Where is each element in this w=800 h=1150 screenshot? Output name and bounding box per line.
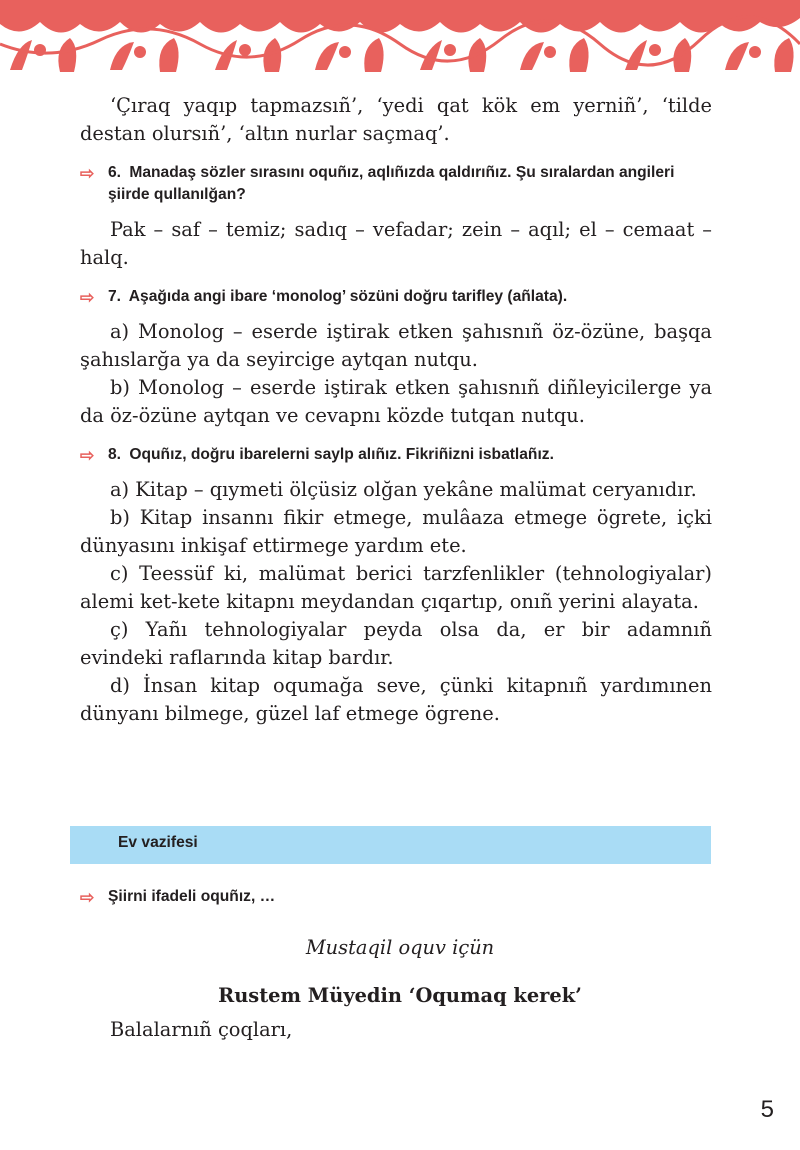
intro-paragraph: ‘Çıraq yaqıp tapmazsıñ’, ‘yedi qat kök em yerniñ’, ‘tilde destan olursıñ’, ‘altın nurlar saçmaq’. [80,94,712,145]
task-number: 8. [108,446,122,463]
arrow-right-icon: ⇨ [80,888,95,907]
task-8-option-a: a) Kitap – qıymeti ölçüsiz olğan yekâne malümat ceryanıdır. [110,478,697,501]
task-7-heading [80,286,712,308]
page-content [80,88,712,728]
homework-heading: Ev vazifesi [118,834,198,851]
task-7-option-b: b) Monolog – eserde iştirak etken şahısnıñ diñleyicilerge ya da öz-özüne aytqan ve cevapnı közde tutqan nutqu. [80,376,712,427]
poem-title: Rustem Müyedin ‘Oqumaq kerek’ [218,984,582,1007]
arrow-right-icon: ⇨ [80,164,95,183]
independent-reading-subtitle: Mustaqil oquv içün [305,936,495,959]
task-number: 7. [108,288,122,305]
task-8-heading [80,444,712,466]
task-title: Manadaş sözler sırasını oquñız, aqlıñızda qaldırıñız. Şu sıralardan angileri şiirde qullanılğan? [108,164,675,203]
task-6-paragraph: Pak – saf – temiz; sadıq – vefadar; zein – aqıl; el – cemaat – halq. [80,218,712,269]
poem-first-line: Balalarnıñ çoqları, [110,1018,293,1041]
arrow-right-icon: ⇨ [80,288,95,307]
task-8-option-cc: ç) Yañı tehnologiyalar peyda olsa da, er bir adamnıñ evindeki raflarında kitap bardır. [80,618,712,669]
task-8-option-b: b) Kitap insannı fikir etmege, mulâaza etmege ögrete, içki dünyasını inkişaf ettirmege yardım ete. [80,506,712,557]
task-8-option-d: d) İnsan kitap oqumağa seve, çünki kitapnıñ yardımınen dünyanı bilmege, güzel laf etmege ögrene. [80,674,712,725]
homework-task-text: Şiirni ifadeli oquñız, … [108,888,276,905]
task-title: Aşağıda angi ibare ‘monolog’ sözüni doğru tarifley (añlata). [128,288,568,305]
arrow-right-icon: ⇨ [80,446,95,465]
task-8-option-c: c) Teessüf ki, malümat berici tarzfenlikler (tehnologiyalar) alemi ket-kete kitapnı meydandan çıqartıp, onıñ yerini alayata. [80,562,712,613]
task-title: Oquñız, doğru ibarelerni saylp alıñız. Fikriñizni isbatlañız. [129,446,554,463]
task-number: 6. [108,164,122,181]
floral-ornament-border [0,0,800,78]
page-number: 5 [760,1096,774,1123]
homework-task [80,886,275,908]
task-7-option-a: a) Monolog – eserde iştirak etken şahısnıñ öz-özüne, başqa şahıslarğa ya da seyircige aytqan nutqu. [80,320,712,371]
task-6-heading [80,162,712,206]
homework-banner [70,826,711,864]
